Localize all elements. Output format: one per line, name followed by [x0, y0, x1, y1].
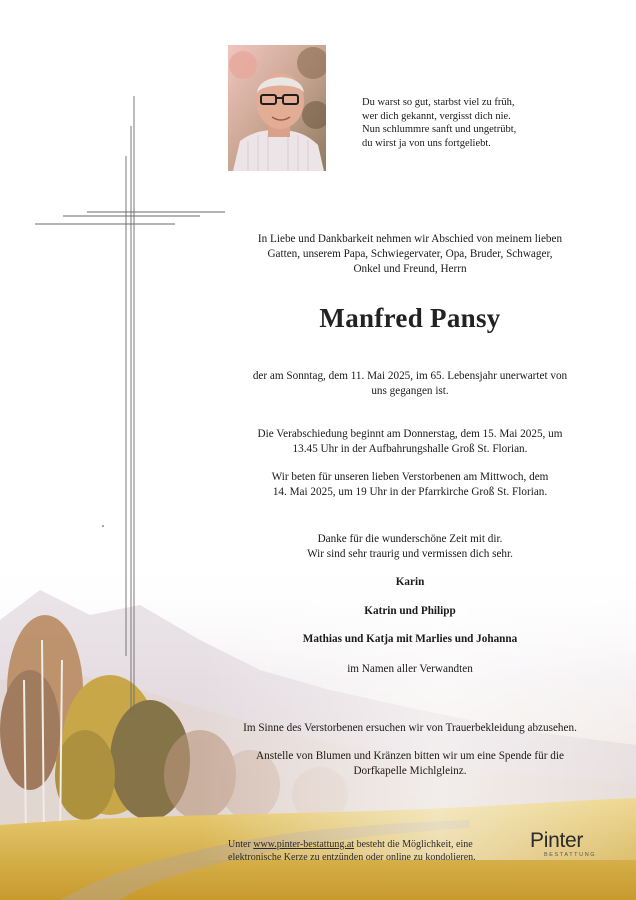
- poem-line: Nun schlummre sanft und ungetrübt,: [362, 124, 517, 136]
- thanks-line: Danke für die wunderschöne Zeit mit dir.: [317, 533, 503, 545]
- prayer-line: Wir beten für unseren lieben Verstorbenen am Mittwoch, dem: [271, 471, 549, 483]
- deceased-name: Manfred Pansy: [319, 303, 501, 333]
- footer-note: [228, 838, 528, 864]
- death-line: uns gegangen ist.: [371, 385, 449, 397]
- flowers-line: Dorfkapelle Michlgleinz.: [353, 765, 467, 777]
- relatives-note: im Namen aller Verwandten: [347, 663, 473, 675]
- footer-rest: besteht die Möglichkeit, eine: [354, 839, 473, 850]
- death-notice: [222, 369, 598, 399]
- poem-line: wer dich gekannt, vergisst dich nie.: [362, 110, 511, 122]
- dress-note: Im Sinne des Verstorbenen ersuchen wir von Trauerbekleidung abzusehen.: [243, 722, 577, 734]
- thanks-text: [222, 532, 598, 562]
- prayer-line: 14. Mai 2025, um 19 Uhr in der Pfarrkirche Groß St. Florian.: [272, 486, 548, 498]
- service-line: 13.45 Uhr in der Aufbahrungshalle Groß St. Florian.: [292, 443, 528, 455]
- logo-subtitle: BESTATTUNG: [544, 852, 597, 858]
- thanks-line: Wir sind sehr traurig und vermissen dich sehr.: [307, 548, 513, 560]
- footer-line: [228, 838, 528, 851]
- service-info: [222, 427, 598, 457]
- intro-text: [222, 232, 598, 277]
- intro-line: Gatten, unserem Papa, Schwiegervater, Opa, Bruder, Schwager,: [267, 248, 553, 260]
- death-line: der am Sonntag, dem 11. Mai 2025, im 65. Lebensjahr unerwartet von: [252, 370, 568, 382]
- poem-line: du wirst ja von uns fortgeliebt.: [362, 137, 491, 149]
- footer-prefix: Unter: [228, 839, 254, 850]
- family-member: Katrin und Philipp: [364, 605, 456, 617]
- poem: [362, 96, 592, 150]
- logo-word: Pinter: [530, 829, 584, 852]
- cross-icon: [35, 96, 235, 716]
- intro-line: Onkel und Freund, Herrn: [353, 263, 467, 275]
- flowers-line: Anstelle von Blumen und Kränzen bitten wir um eine Spende für die: [256, 750, 564, 762]
- flowers-note: [222, 749, 598, 779]
- intro-line: In Liebe und Dankbarkeit nehmen wir Abschied von meinem lieben: [257, 233, 563, 245]
- family-member: Karin: [395, 576, 425, 588]
- prayer-info: [222, 470, 598, 500]
- family-member: Mathias und Katja mit Marlies und Johanna: [302, 633, 518, 645]
- portrait-photo: [228, 45, 326, 171]
- service-line: Die Verabschiedung beginnt am Donnerstag, dem 15. Mai 2025, um: [257, 428, 563, 440]
- website-link[interactable]: www.pinter-bestattung.at: [253, 839, 355, 850]
- pinter-logo: [530, 830, 602, 858]
- footer-line: elektronische Kerze zu entzünden oder online zu kondolieren.: [228, 852, 476, 863]
- poem-line: Du warst so gut, starbst viel zu früh,: [362, 97, 515, 108]
- speck: [102, 525, 104, 527]
